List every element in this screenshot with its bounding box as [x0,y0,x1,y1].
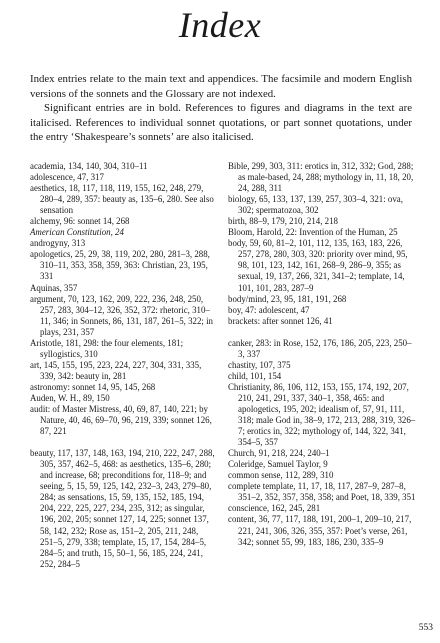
index-entry: content, 36, 77, 117, 188, 191, 200–1, 209–10, 217, 221, 241, 306, 326, 355, 357: Poet’s verse, 261, 342; sonnet 55, 99, 183, 186, 230, 335–9 [228,514,412,547]
intro-paragraph: Significant entries are in bold. References to figures and diagrams in the text are italicised. References to individual sonnet quotations, or part sonnet quotations, under the entry ‘Shakespeare’s sonnets’ are also italicised. [30,102,412,144]
index-entry: apologetics, 25, 29, 38, 119, 202, 280, 281–3, 288, 310–11, 353, 358, 359, 363: Christian, 23, 195, 331 [30,249,210,282]
index-entry: Christianity, 86, 106, 112, 153, 155, 174, 192, 207, 210, 241, 291, 337, 340–1, 358, 465: and apologetics, 195, 202; idealism of, 57, 91, 111, 318; male God in, 38–9, 172, 213, 288, 319, 326–7; erotics in, 322; mythology of, 144, 322, 341, 354–5, 357 [228,381,416,448]
index-entry: argument, 70, 123, 162, 209, 222, 236, 248, 250, 257, 283, 304–12, 326, 352, 372: rhetoric, 310–11, 346; in Sonnets, 86, 131, 187, 261–5, 322; in plays, 231, 357 [30,293,213,337]
index-entry: body, 59, 60, 81–2, 101, 112, 135, 163, 183, 226, 257, 278, 280, 303, 320: priority over mind, 95, 98, 101, 123, 142, 161, 268–9, 286–9, 355; as sexual, 19, 137, 266, 321, 341–2; template, 14, 101, 101, 283, 287–9 [228,238,408,293]
index-entry: body/mind, 23, 95, 181, 191, 268 [228,293,347,304]
page-number: 553 [418,623,433,633]
index-entry: Bloom, Harold, 22: Invention of the Human, 25 [228,227,398,238]
index-entry: Aristotle, 181, 298: the four elements, 181; syllogistics, 310 [30,337,184,359]
index-column-right [228,161,416,548]
index-entry: chastity, 107, 375 [228,359,291,370]
index-column-left [30,161,218,570]
index-entry: brackets: after sonnet 126, 41 [228,315,333,326]
index-entry: androgyny, 313 [30,238,86,249]
index-entry: Church, 91, 218, 224, 240–1 [228,448,330,459]
index-entry: Aquinas, 357 [30,282,78,293]
index-entry: child, 101, 154 [228,370,282,381]
page-title: Index [178,5,262,45]
index-entry: art, 145, 155, 195, 223, 224, 227, 304, 331, 335, 339, 342: beauty in, 281 [30,359,202,381]
index-entry: astronomy: sonnet 14, 95, 145, 268 [30,381,156,392]
index-entry: conscience, 162, 245, 281 [228,503,321,514]
index-introduction [30,72,412,145]
index-entry: boy, 47: adolescent, 47 [228,304,310,315]
index-entry: academia, 134, 140, 304, 310–11 [30,161,148,171]
index-entry: Coleridge, Samuel Taylor, 9 [228,459,328,470]
index-entry: beauty, 117, 137, 148, 163, 194, 210, 222, 247, 288, 305, 357, 462–5, 468: as aesthetics, 135–6, 280; and increase, 68; preconditions for, 118–9; and seeing, 5, 15, 59, 125, 142, 232–3, 243, 279–80, 284; as sensations, 15, 59, 135, 152, 185, 194, 204, 222, 225, 227, 234, 235, 312; as singular, 196, 202, 205; sonnet 127, 14, 225; sonnet 137, 58, 142, 232; Rose as, 151–2, 205, 211, 248, 251–5, 279, 338; template, 15, 17, 154, 284–5, 284–5; and truth, 15, 50–1, 56, 185, 224, 241, 252, 284–5 [30,448,215,569]
index-entry: complete template, 11, 17, 18, 117, 287–9, 287–8, 351–2, 352, 357, 358, 358; and Poet, 18, 339, 351 [228,481,416,503]
index-entry: alchemy, 96: sonnet 14, 268 [30,216,130,227]
index-entry: birth, 88–9, 179, 210, 214, 218 [228,216,338,227]
index-entry: Bible, 299, 303, 311: erotics in, 312, 332; God, 288; as male-based, 24, 288; mythology in, 11, 18, 20, 24, 288, 311 [228,161,414,194]
index-entry: canker, 283: in Rose, 152, 176, 186, 205, 223, 250–3, 337 [228,337,412,359]
index-entry: common sense, 112, 289, 310 [228,470,334,481]
index-entry: adolescence, 47, 317 [30,172,104,183]
intro-paragraph: Index entries relate to the main text and appendices. The facsimile and modern English versions of the sonnets and the Glossary are not indexed. [30,73,412,100]
index-entry: biology, 65, 133, 137, 139, 257, 303–4, 321: ova, 302; spermatozoa, 302 [228,194,403,216]
index-entry: audit: of Master Mistress, 40, 69, 87, 140, 221; by Nature, 40, 46, 69–70, 96, 219, 339; sonnet 126, 87, 221 [30,404,212,437]
index-entry: Auden, W. H., 89, 150 [30,392,110,403]
index-entry: American Constitution, 24 [30,227,124,238]
index-entry: aesthetics, 18, 117, 118, 119, 155, 162, 248, 279, 280–4, 289, 357: beauty as, 135–6, 280. See also sensation [30,183,214,216]
